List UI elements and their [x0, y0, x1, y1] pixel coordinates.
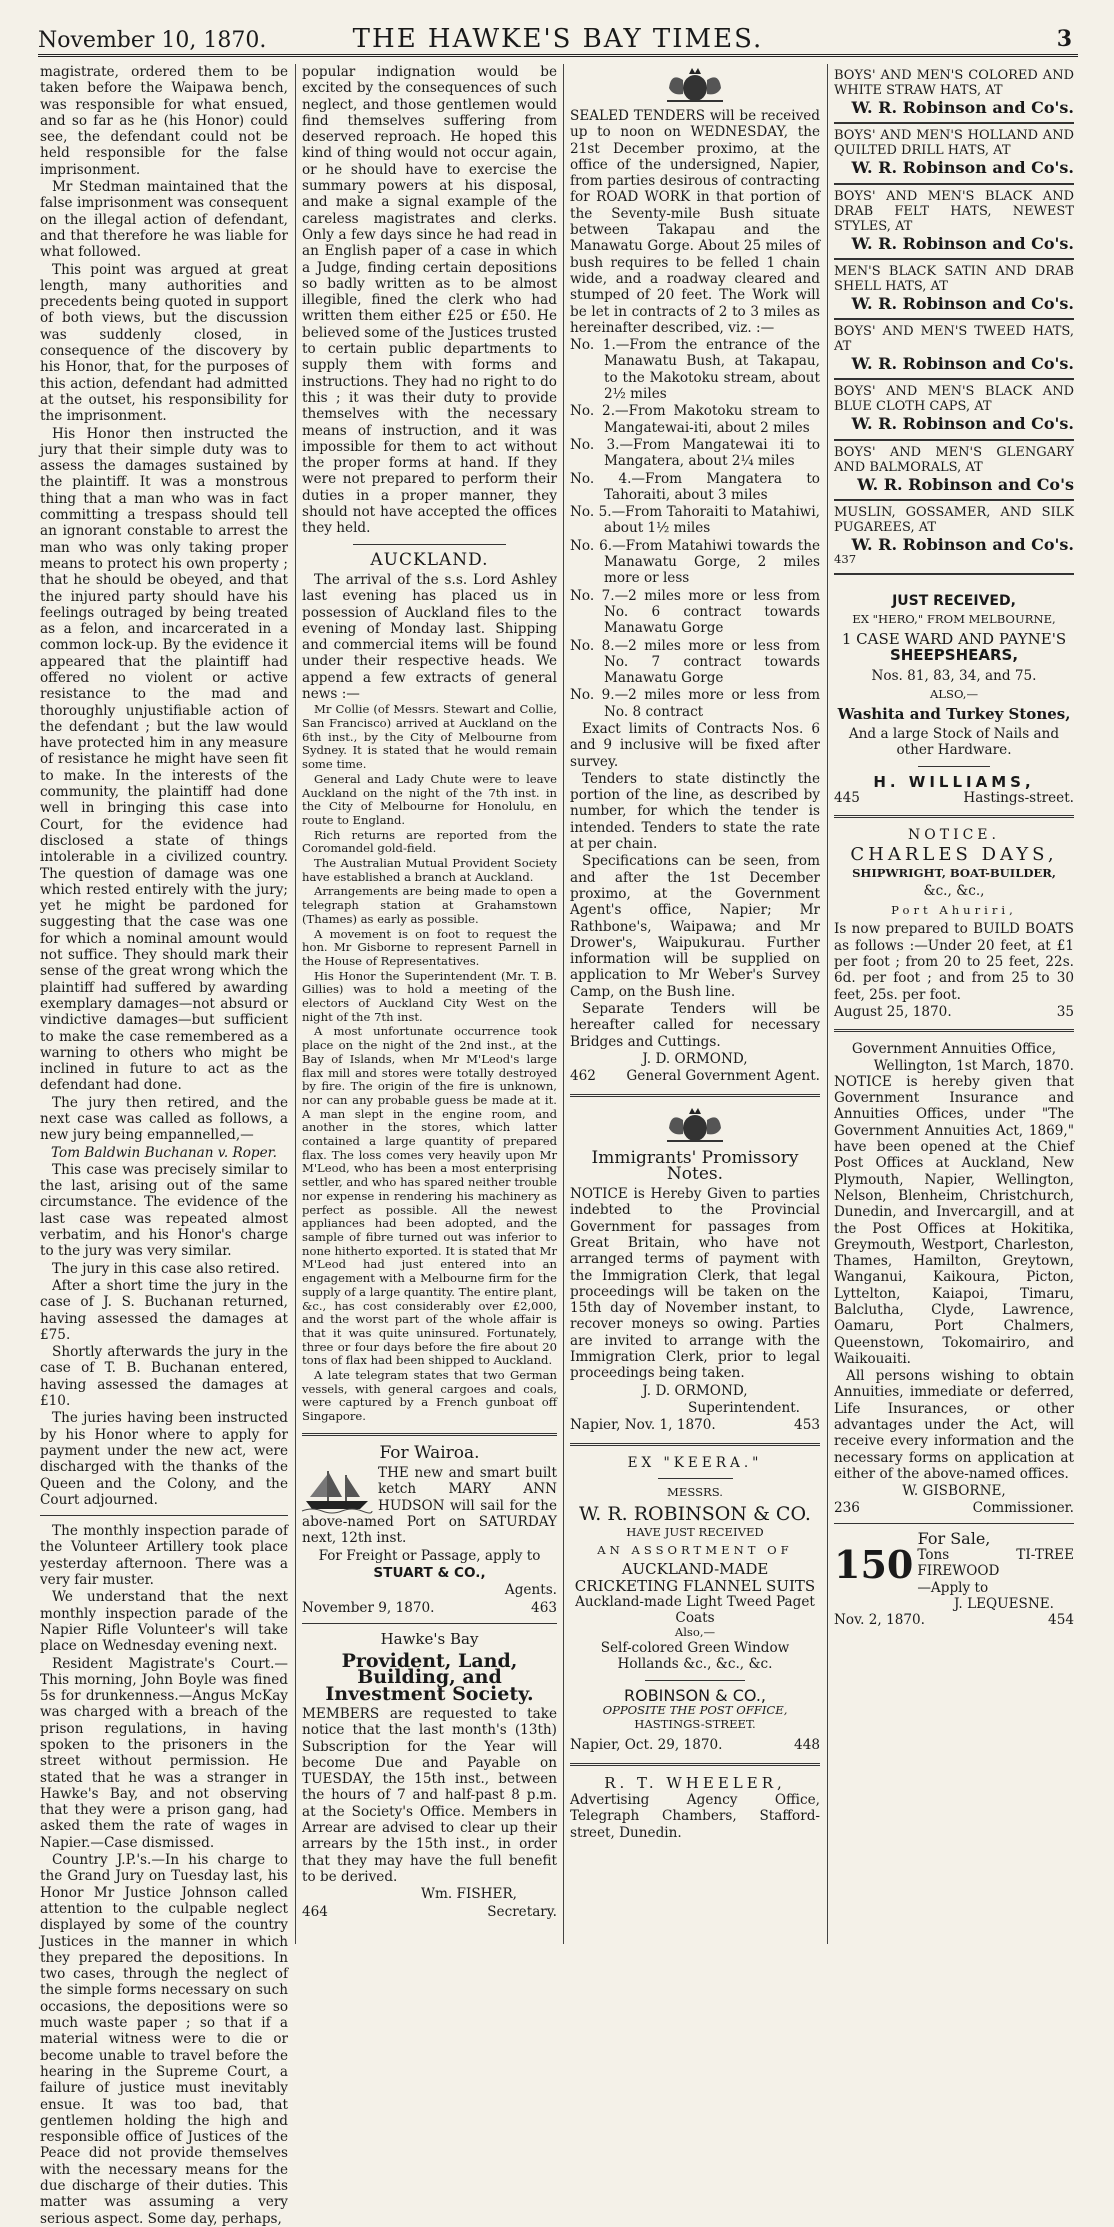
ship-icon	[302, 1467, 372, 1513]
firm-name: W. R. Robinson and Co's	[857, 474, 1074, 494]
news-item: The Australian Mutual Provident Society have established a branch at Auckland.	[302, 856, 557, 884]
article-paragraph: This case was precisely similar to the last, arising out of the same circumstance. The evidence of the last case was repeated almost verbatim, and his Honor's charge to the jury was very similar.	[40, 1161, 288, 1260]
immigrants-notice: NOTICE is Hereby Given to parties indebted to the Provincial Government for passages from Great Britain, who have not arranged terms of payment with the Immigration Clerk, that legal proceedings will be taken on the 15th day of November instant, to recover moneys so owing. Parties are invited to arrange with the Immigration Clerk, prior to legal proceedings being taken.	[570, 1186, 820, 1382]
firm-name: CHARLES DAYS,	[850, 844, 1058, 866]
agent-name: STUART & CO.,	[373, 1564, 486, 1581]
ad-number: 462	[570, 1068, 596, 1085]
hat-advertisement	[834, 124, 1074, 184]
signature-title: General Government Agent.	[626, 1068, 820, 1085]
ad-number: 437	[834, 552, 857, 567]
ad-number: 236	[834, 1499, 860, 1516]
contract-item: No. 2.—From Makotoku stream to Mangatewai-iti, about 2 miles	[570, 403, 820, 436]
firm-address: Port Ahuriri,	[891, 902, 1017, 917]
tender-notice: Specifications can be seen, from and after the 1st December proximo, at the Government Agent's office, Napier; Mr Rathbone's, Waipawa; and Mr Drower's, Waipukurau. Further information will be supplied on application to Mr Weber's Survey Camp, on the Bush line.	[570, 853, 820, 1000]
advertisement-text: Is now prepared to BUILD BOATS as follows :—Under 20 feet, at £1 per foot ; from 20 to 25 feet, 22s. 6d. per foot ; and from 25 to 30 feet, 25s. per foot.	[834, 921, 1074, 1003]
product-line: SHEEPSHEARS,	[889, 646, 1019, 665]
news-item: A late telegram states that two German vessels, with general cargoes and coals, were captured by a French gunboat off Singapore.	[302, 1368, 557, 1424]
tender-notice: SEALED TENDERS will be received up to noon on WEDNESDAY, the 21st December proximo, at the office of the undersigned, Napier, from parties desirous of contracting for ROAD WORK in that portion of the Seventy-mile Bush situate between Takapau and the Manawatu Gorge. About 25 miles of bush requires to be felled 1 chain wide, and a roadway cleared and stumped of 20 feet. The Work will be let in contracts of 2 to 3 miles as hereinafter described, viz. :—	[570, 108, 820, 336]
also-label: ALSO,—	[929, 686, 979, 701]
agent-address: Advertising Agency Office, Telegraph Chambers, Stafford-street, Dunedin.	[570, 1792, 820, 1841]
firm-address: Hastings-street.	[963, 789, 1074, 806]
annuities-notice: All persons wishing to obtain Annuities, immediate or deferred, Life Insurances, or other advantages under the Act, will receive every information and the necessary forms on application at either of the above-named offices.	[834, 1368, 1074, 1482]
office-date: Wellington, 1st March, 1870.	[873, 1057, 1074, 1074]
signature: J. D. ORMOND,	[642, 1050, 748, 1067]
royal-crest-icon	[663, 66, 727, 104]
ad-heading: For Sale,	[917, 1528, 991, 1548]
hat-advertisement	[834, 185, 1074, 260]
firm-address: OPPOSITE THE POST OFFICE,	[602, 1703, 788, 1718]
article-paragraph: This point was argued at great length, many authorities and precedents being quoted in support of both views, but the discussion was suddenly closed, in consequence of the discovery by his Honor, that, for the purposes of this action, defendant had admitted at the outset, his responsibility for the imprisonment.	[40, 261, 288, 425]
ad-date: Napier, Oct. 29, 1870.	[570, 1737, 723, 1754]
hat-advertisement	[834, 441, 1074, 501]
section-rule	[834, 1029, 1074, 1032]
issue-date: November 10, 1870.	[38, 28, 267, 53]
product-line: 1 CASE WARD AND PAYNE'S	[841, 630, 1067, 649]
column-1	[40, 64, 288, 2227]
section-rule	[834, 1523, 1074, 1524]
contract-item: No. 7.—2 miles more or less from No. 6 contract towards Manawatu Gorge	[570, 587, 820, 637]
ad-number: 448	[794, 1737, 820, 1754]
article-paragraph: Mr Stedman maintained that the false imprisonment was consequent on the illegal action of defendant, and that therefore he was liable for what followed.	[40, 179, 288, 261]
apply-label: —Apply to	[917, 1579, 989, 1596]
firm-name: W. R. Robinson and Co's.	[851, 233, 1074, 253]
ad-product: BOYS' AND MEN'S COLORED AND WHITE STRAW HATS, AT	[834, 68, 1074, 98]
news-item: Resident Magistrate's Court.—This morning, John Boyle was fined 5s for drunkenness.—Angus McKay was charged with a breach of the prison regulations, in having spoken to the prisoners in the street without permission. He stated that he was a stranger in Hawke's Bay, and not observing that they were a prison gang, had asked them the rate of wages in Napier.—Case dismissed.	[40, 1655, 288, 1851]
messrs-label: MESSRS.	[667, 1484, 723, 1499]
section-rule	[834, 815, 1074, 818]
ad-product: MEN'S BLACK SATIN AND DRAB SHELL HATS, AT	[834, 263, 1074, 294]
firm-trade: &c., &c.,	[923, 883, 985, 900]
column-2	[302, 64, 557, 1944]
section-rule	[570, 1443, 820, 1446]
news-item: His Honor the Superintendent (Mr. T. B. Gillies) was to hold a meeting of the electors of Auckland City West on the night of the 7th inst.	[302, 968, 557, 1024]
news-item: The monthly inspection parade of the Volunteer Artillery took place yesterday afternoon. There was a very fair muster.	[40, 1523, 288, 1589]
contract-item: No. 6.—From Matahiwi towards the Manawatu Gorge, 2 miles more or less	[570, 537, 820, 587]
firm-name: ROBINSON & CO.,	[623, 1685, 767, 1705]
news-item: Country J.P.'s.—In his charge to the Grand Jury on Tuesday last, his Honor Mr Justice Johnson called attention to the culpable neglect displayed by some of the country Justices in the manner in which they prepared the depositions. In two cases, through the neglect of the simple forms necessary on such occasions, the depositions were so much waste paper ; so that if a material witness were to die or become unable to travel before the hearing in the Supreme Court, a failure of justice must inevitably ensue. It was too bad, that gentlemen holding the high and responsible office of Justices of the Peace did not provide themselves with the necessary means for the due discharge of their duties. This matter was assuming a very serious aspect. Some day, perhaps,	[40, 1852, 288, 2227]
section-rule	[570, 1094, 820, 1097]
signature-title: Secretary.	[487, 1903, 557, 1920]
tender-notice: Separate Tenders will be hereafter called for necessary Bridges and Cuttings.	[570, 1001, 820, 1050]
section-rule	[302, 1433, 557, 1436]
signature: J. D. ORMOND,	[642, 1382, 748, 1399]
article-paragraph: The juries having been instructed by his Honor where to apply for payment under the new act, were discharged with the thanks of the Queen and the Colony, and the Court adjourned.	[40, 1410, 288, 1508]
notice-heading: NOTICE.	[908, 827, 1000, 844]
page-number: 3	[1056, 26, 1072, 52]
firm-name: W. R. Robinson and Co's.	[851, 98, 1074, 117]
hat-advertisement	[834, 380, 1074, 440]
firm-name: H. WILLIAMS,	[873, 772, 1035, 791]
section-rule	[353, 544, 506, 545]
article-paragraph: Shortly afterwards the jury in the case of T. B. Buchanan entered, having assessed the damages at £10.	[40, 1344, 288, 1410]
contract-item: No. 1.—From the entrance of the Manawatu Bush, at Takapau, to the Makotoku stream, about 2½ miles	[570, 337, 820, 403]
tender-notice: Tenders to state distinctly the portion of the line, as described by number, for which the tender is intended. Tenders to state the rate at per chain.	[570, 770, 820, 853]
advertisement-text: For Freight or Passage, apply to	[318, 1547, 541, 1564]
ad-product: BOYS' AND MEN'S BLACK AND DRAB FELT HATS, NEWEST STYLES, AT	[834, 188, 1074, 234]
product-line: And a large Stock of Nails and other Hardware.	[848, 725, 1060, 759]
ad-product: BOYS' AND MEN'S TWEED HATS, AT	[834, 324, 1074, 355]
ad-heading: JUST RECEIVED,	[892, 593, 1016, 610]
ad-date: Napier, Nov. 1, 1870.	[570, 1417, 716, 1434]
hat-advertisement	[834, 320, 1074, 380]
agent-name: R. T. WHEELER,	[604, 1773, 786, 1792]
news-item: We understand that the next monthly inspection parade of the Napier Rifle Volunteer's will take place on Wednesday evening next.	[40, 1589, 288, 1655]
hat-advertisement	[834, 64, 1074, 124]
ad-number: 445	[834, 789, 860, 806]
society-heading: Hawke's Bay	[380, 1629, 479, 1648]
firm-name: W. R. Robinson and Co's.	[851, 414, 1074, 434]
case-title: Tom Baldwin Buchanan v. Roper.	[51, 1144, 277, 1161]
ad-number: 453	[794, 1417, 820, 1434]
news-item: A most unfortunate occurrence took place on the night of the 2nd inst., at the Bay of Islands, when Mr M'Leod's large flax mill and stores were totally destroyed by fire. The origin of the fire is unknown, nor can any probable guess be made at it. A man slept in the engine room, and another in the stores, which latter contained a large quantity of prepared flax. The loss comes very heavily upon Mr M'Leod, who has been a most enterprising settler, and who has spared neither trouble nor expense in rendering his machinery as perfect as possible. All the newest appliances had been adopted, and the sample of fibre turned out was inferior to none hitherto exported. It is stated that Mr M'Leod had just entered into an engagement with a Melbourne firm for the supply of a large quantity. The entire plant, &c., has cost considerably over £2,000, and the worst part of the whole affair is that it was quite uninsured. Fortunately, three or four days before the fire about 20 tons of flax had been shipped to Auckland.	[302, 1024, 557, 1368]
contract-item: No. 8.—2 miles more or less from No. 7 contract towards Manawatu Gorge	[570, 637, 820, 687]
news-item: General and Lady Chute were to leave Auckland on the night of the 7th inst. in the City of Melbourne for Honolulu, en route to England.	[302, 771, 557, 827]
hat-advertisement	[834, 260, 1074, 320]
firm-address: HASTINGS-STREET.	[634, 1716, 756, 1731]
auckland-heading: AUCKLAND.	[370, 549, 489, 570]
ad-product: BOYS' AND MEN'S BLACK AND BLUE CLOTH CAPS, AT	[834, 384, 1074, 415]
ad-number: 35	[1056, 1003, 1074, 1020]
column-3	[570, 64, 820, 1944]
signature-title: Commissioner.	[972, 1499, 1074, 1516]
annuities-notice: NOTICE is hereby given that Government Insurance and Annuities Offices, under "The Government Annuities Act, 1869," have been opened at the Chief Post Offices at Auckland, New Plymouth, Napier, Wellington, Nelson, Blenheim, Christchurch, Dunedin, and Invercargill, and at the Post Offices at Hokitika, Greymouth, Westport, Charleston, Thames, Hamilton, Greytown, Wanganui, Kaikoura, Picton, Lyttelton, Kaiapoi, Timaru, Balclutha, Clyde, Lawrence, Oamaru, Port Chalmers, Queenstown, Tokomairiro, and Waikouaiti.	[834, 1073, 1074, 1367]
column-divider	[563, 64, 564, 1944]
ad-subheading: EX "HERO," FROM MELBOURNE,	[852, 612, 1056, 627]
news-item: Arrangements are being made to open a telegraph station at Grahamstown (Thames) as early as possible.	[302, 884, 557, 926]
article-paragraph: magistrate, ordered them to be taken before the Waipawa bench, was responsible for what ensued, and so far as he (his Honor) could see, the defendant could not be held responsible for the false imprisonment.	[40, 64, 288, 178]
firm-trade: SHIPWRIGHT, BOAT-BUILDER,	[852, 865, 1056, 880]
quantity-figure: 150	[834, 1542, 914, 1588]
firm-name: W. R. ROBINSON & CO.	[579, 1502, 811, 1525]
section-rule	[302, 1623, 557, 1624]
section-rule	[40, 1515, 288, 1516]
newspaper-title: THE HAWKE'S BAY TIMES.	[352, 24, 764, 54]
advertisement-text: THE new and smart built ketch MARY ANN HUDSON will sail for the above-named Port on SATURDAY next, 12th inst.	[302, 1465, 557, 1547]
ad-date: November 9, 1870.	[302, 1599, 435, 1616]
ad-number: 463	[531, 1599, 557, 1616]
immigrants-heading: Immigrants' Promissory Notes.	[591, 1147, 799, 1184]
news-item: A movement is on foot to request the hon. Mr Gisborne to represent Parnell in the House of Representatives.	[302, 926, 557, 968]
firm-name: W. R. Robinson and Co's.	[851, 293, 1074, 313]
product-line: AUCKLAND-MADE CRICKETING FLANNEL SUITS	[574, 1560, 816, 1595]
article-paragraph: His Honor then instructed the jury that their simple duty was to assess the damages sustained by the plaintiff. It was a monstrous thing that a man who was in fact committing a trespass should tell an ignorant constable to arrest the man who was only taking proper means to protect his own property ; that he should be obeyed, and that the injured party should have his feelings outraged by being treated as a felon, and incarcerated in a common lock-up. By the evidence it appeared that the plaintiff had offered no violent or active resistance to the mad and thoroughly unjustifiable action of the defendant ; but the law would have protected him in any measure of resistance he might have seen fit to make. In the interests of the community, the plaintiff had done well in bringing this case into Court, for the evidence had disclosed a state of things intolerable in a civilized country. The question of damage was one which rested entirely with the jury; yet he might be pardoned for suggesting that the case was one for which a nominal amount would not suffice. They should mark their sense of the great wrong which the plaintiff had suffered by awarding exemplary damages—not absurd or vindictive damages—but sufficient to make the case remembered as a warning to others who might be inclined in future to act as the defendant had done.	[40, 425, 288, 1094]
wairoa-heading: For Wairoa.	[379, 1442, 480, 1463]
ad-date: August 25, 1870.	[834, 1003, 952, 1020]
product-line: Nos. 81, 83, 34, and 75.	[871, 667, 1037, 684]
news-item: Rich returns are reported from the Coromandel gold-field.	[302, 827, 557, 856]
ad-subheading: HAVE JUST RECEIVED	[626, 1524, 764, 1539]
ad-date: Nov. 2, 1870.	[834, 1612, 925, 1629]
article-paragraph: The arrival of the s.s. Lord Ashley last evening has placed us in possession of Auckland files to the evening of Monday last. Shipping and commercial items will be found under their respective heads. We append a few extracts of general news :—	[302, 571, 557, 702]
ad-product: BOYS' AND MEN'S HOLLAND AND QUILTED DRILL HATS, AT	[834, 128, 1074, 159]
ad-subheading: AN ASSORTMENT OF	[597, 1542, 793, 1557]
ad-number: 464	[302, 1903, 328, 1920]
firm-name: W. R. Robinson and Co's.	[851, 158, 1074, 178]
article-paragraph: popular indignation would be excited by the consequences of such neglect, and those gentlemen would find themselves suffering from deserved reproach. He hoped this kind of thing would not occur again, or he should have to exercise the summary powers at his disposal, and make a signal example of the careless magistrates and clerks. Only a few days since he had read in an English paper of a case in which a Judge, finding certain depositions so badly written as to be almost illegible, fined the clerk who had written them either £25 or £50. He believed some of the Justices trusted to certain public departments to supply them with forms and instructions. They had no right to do this ; it was their duty to provide themselves with the necessary means of instruction, and it was impossible for them to act without the proper forms at hand. If they were not prepared to perform their duties in a proper manner, they should not have accepted the offices they held.	[302, 64, 557, 537]
hat-advertisement	[834, 501, 1074, 575]
contract-item: No. 4.—From Mangatera to Tahoraiti, about 3 miles	[570, 470, 820, 503]
society-notice: MEMBERS are requested to take notice that the last month's (13th) Subscription for the Year will become Due and Payable on TUESDAY, the 15th inst., between the hours of 7 and half-past 8 p.m. at the Society's Office. Members in Arrear are advised to clear up their arrears by the 15th inst., in order that they may have the full benefit to be derived.	[302, 1706, 557, 1885]
ad-product: MUSLIN, GOSSAMER, AND SILK PUGAREES, AT	[834, 505, 1074, 536]
column-divider	[295, 64, 296, 1944]
article-paragraph: The jury then retired, and the next case was called as follows, a new jury being empannelled,—	[40, 1094, 288, 1144]
signature: Wm. FISHER,	[421, 1886, 517, 1903]
article-paragraph: After a short time the jury in the case of J. S. Buchanan returned, having assessed the damages at £75.	[40, 1277, 288, 1343]
royal-crest-icon	[663, 1106, 727, 1144]
news-item: Mr Collie (of Messrs. Stewart and Collie, San Francisco) arrived at Auckland on the 6th inst., by the City of Melbourne from Sydney. It is stated that he would remain some time.	[302, 702, 557, 772]
signature-title: Superintendent.	[688, 1399, 800, 1416]
agent-title: Agents.	[504, 1582, 557, 1599]
contract-item: No. 5.—From Tahoraiti to Matahiwi, about 1½ miles	[570, 504, 820, 537]
signature: W. GISBORNE,	[902, 1483, 1006, 1500]
ad-number: 454	[1048, 1612, 1074, 1629]
product-line: Self-colored Green Window Hollands &c., &c., &c.	[600, 1640, 790, 1673]
signature: J. LEQUESNE.	[954, 1596, 1054, 1613]
article-paragraph: The jury in this case also retired.	[52, 1260, 280, 1277]
product-line: Washita and Turkey Stones,	[837, 704, 1071, 723]
firm-name: W. R. Robinson and Co's.	[851, 535, 1074, 555]
product-line: Tons TI-TREE FIREWOOD	[917, 1547, 1074, 1580]
office-name: Government Annuities Office,	[851, 1041, 1057, 1058]
masthead	[38, 10, 1078, 57]
tender-notice: Exact limits of Contracts Nos. 6 and 9 inclusive will be fixed after survey.	[570, 720, 820, 770]
product-line: Auckland-made Light Tweed Paget Coats	[575, 1593, 815, 1627]
ad-product: BOYS' AND MEN'S GLENGARY AND BALMORALS, AT	[834, 444, 1074, 475]
also-label: Also,—	[674, 1625, 716, 1640]
section-rule	[570, 1763, 820, 1766]
society-heading: Provident, Land, Building, and Investment Society.	[325, 1650, 534, 1705]
ship-heading: EX "KEERA."	[627, 1454, 763, 1471]
column-divider	[827, 64, 828, 1944]
contract-item: No. 3.—From Mangatewai iti to Mangatera, about 2¼ miles	[570, 436, 820, 470]
contract-item: No. 9.—2 miles more or less from No. 8 contract	[570, 687, 820, 720]
column-4	[834, 64, 1074, 1944]
firm-name: W. R. Robinson and Co's.	[851, 354, 1074, 374]
